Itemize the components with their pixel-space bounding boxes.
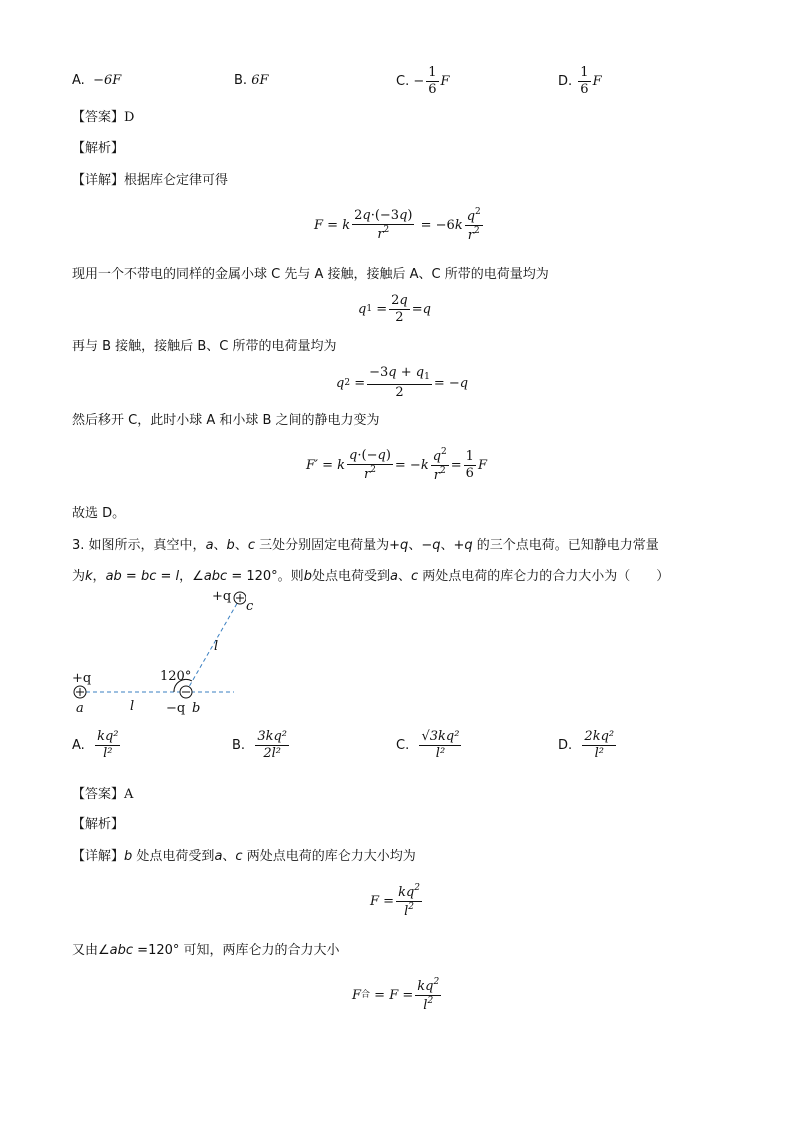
formula-q1: q 1 = $\frac{2q}{2}$ = q: [358, 293, 431, 326]
formula-q2: q 2 = $\frac{-3q + q_1}{2}$ = − q: [336, 365, 469, 400]
q3-stem-line2: 为k，ab = bc = l，∠abc = 120°。则b处点电荷受到a、c 两处点电荷的库仑力的合力大小为（ ）: [72, 569, 670, 584]
fig-seg-ab: l: [130, 699, 135, 714]
charge-diagram: [66, 586, 246, 716]
q2-line5: 故选 D。: [72, 506, 126, 521]
fraction: $\frac{1}{6}$: [428, 65, 437, 98]
q3-answer: 【答案】A: [72, 787, 134, 802]
q3-option-a: A. $\frac{\text{kq²}}{\text{l²}}$: [72, 729, 119, 762]
fig-charge-a: +q: [72, 671, 92, 686]
q2-option-c: C. − $\frac{1}{6}$ F: [396, 65, 450, 98]
formula-f-total: F 合 = F = $\frac{kq^2}{l^2}$: [352, 977, 440, 1014]
fig-label-a: a: [76, 701, 84, 716]
q3-option-b: B. $\frac{\text{3kq²}}{\text{2l²}}$: [232, 729, 288, 762]
fig-label-c: c: [246, 599, 254, 614]
fig-charge-c: +q: [212, 589, 232, 604]
q3-stem-line1: 3. 如图所示，真空中，a、b、c 三处分别固定电荷量为+q、−q、+q 的三个点电荷。已知静电力常量: [72, 538, 659, 553]
fig-label-b: b: [192, 701, 201, 716]
formula-f-prime: F′ = k $\frac{q\cdot(-q)}{r^2}$ = − k $\frac{q^2}{r^2}$ = $\frac{1}{6}$ F: [306, 447, 487, 484]
q3-detail-line1: 【详解】b 处点电荷受到a、c 两处点电荷的库仑力大小均为: [72, 849, 416, 864]
q2-line4: 然后移开 C，此时小球 A 和小球 B 之间的静电力变为: [72, 413, 380, 428]
q2-line3: 再与 B 接触，接触后 B、C 所带的电荷量均为: [72, 339, 337, 354]
q2-detail-line1: 【详解】根据库仑定律可得: [72, 173, 229, 188]
q2-answer: 【答案】D: [72, 110, 135, 125]
fig-charge-b: −q: [166, 701, 186, 716]
q3-analysis-tag: 【解析】: [72, 817, 125, 832]
q3-detail-line2: 又由∠abc =120° 可知，两库仑力的合力大小: [72, 943, 340, 958]
q2-option-b: B. 6F: [234, 73, 269, 88]
fig-seg-bc: l: [214, 639, 219, 654]
q2-analysis-tag: 【解析】: [72, 141, 125, 156]
q2-line2: 现用一个不带电的同样的金属小球 C 先与 A 接触，接触后 A、C 所带的电荷量均为: [72, 267, 549, 282]
q3-option-d: D. $\frac{\text{2kq²}}{\text{l²}}$: [558, 729, 615, 762]
q2-option-a: A. −6F: [72, 73, 122, 88]
formula-coulomb: F = k $\frac{2q\cdot(-3q)}{r^2}$ = −6 k $\frac{q^2}{r^2}$: [314, 207, 481, 244]
fraction: $\frac{1}{6}$: [580, 65, 589, 98]
line-bc: [186, 600, 239, 692]
fig-angle: 120°: [160, 669, 192, 684]
q2-option-d: D. $\frac{1}{6}$ F: [558, 65, 602, 98]
q3-option-c: C. $\frac{\text{√3kq²}}{\text{l²}}$: [396, 729, 460, 762]
formula-f-q3: F = $\frac{kq^2}{l^2}$: [370, 883, 420, 920]
